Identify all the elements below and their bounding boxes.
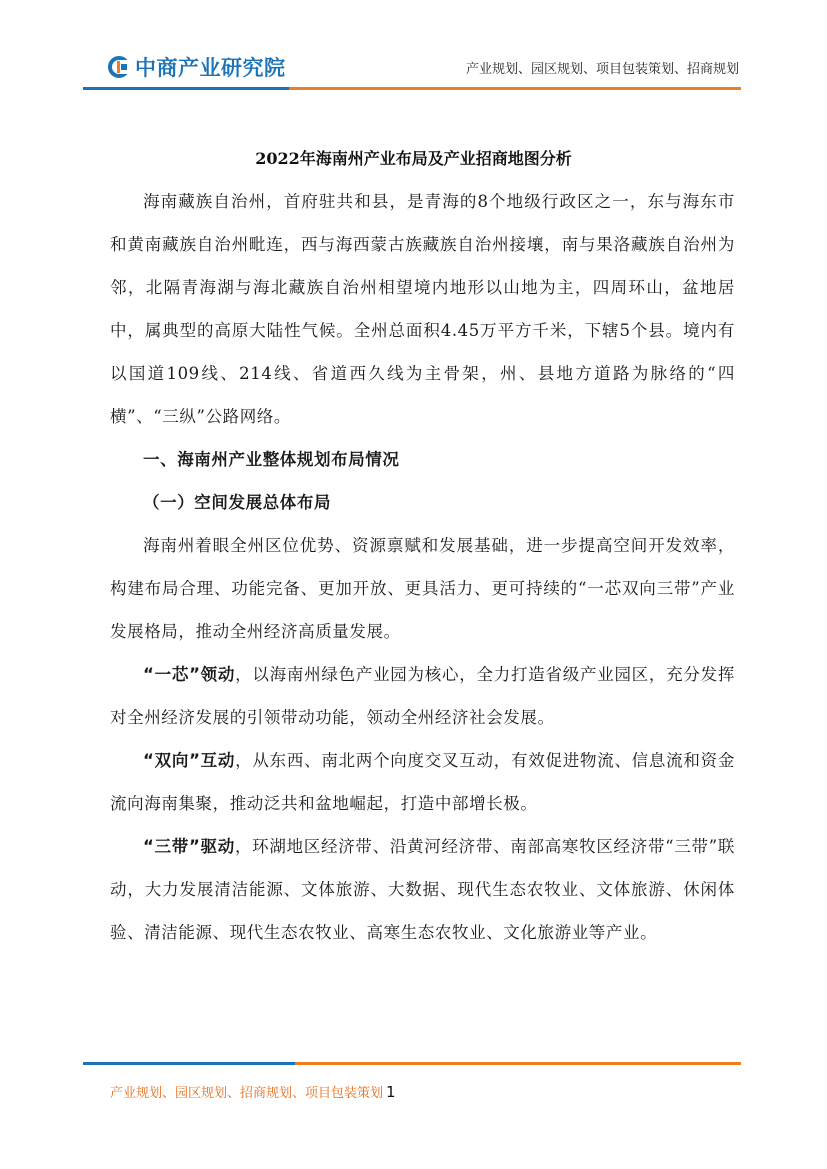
two-way-lead: “双向”互动 bbox=[143, 751, 236, 770]
core-lead: “一芯”领动 bbox=[143, 665, 236, 684]
document-title: 2022年海南州产业布局及产业招商地图分析 bbox=[255, 149, 572, 168]
header-tagline: 产业规划、园区规划、项目包装策划、招商规划 bbox=[465, 62, 739, 77]
three-belts-paragraph bbox=[110, 825, 735, 954]
page-number: 1 bbox=[386, 1083, 396, 1101]
page-header bbox=[0, 0, 827, 100]
logo-text: 中商产业研究院 bbox=[135, 56, 286, 80]
two-way-paragraph bbox=[110, 739, 735, 825]
footer-rule-orange bbox=[295, 1062, 741, 1065]
section-heading: 一、海南州产业整体规划布局情况 bbox=[143, 450, 400, 469]
intro-paragraph: 海南藏族自治州，首府驻共和县，是青海的8个地级行政区之一，东与海东市和黄南藏族自治州毗连，西与海西蒙古族藏族自治州接壤，南与果洛藏族自治州为邻，北隔青海湖与海北藏族自治州相望境内地形以山地为主，四周环山，盆地居中，属典型的高原大陆性气候。全州总面积4.45万平方千米，下辖5个县。境内有以国道109线、214线、省道西久线为主骨架，州、县地方道路为脉络的“四横”、“三纵”公路网络。 bbox=[110, 192, 735, 426]
header-rule-orange bbox=[289, 87, 741, 90]
three-belts-lead: “三带”驱动 bbox=[143, 837, 235, 856]
two-way-text: ，从东西、南北两个向度交叉互动，有效促进物流、信息流和资金流向海南集聚，推动泛共和盆地崛起，打造中部增长极。 bbox=[110, 751, 735, 813]
company-logo bbox=[107, 52, 286, 82]
logo-icon bbox=[107, 55, 131, 79]
core-paragraph bbox=[110, 653, 735, 739]
document-body bbox=[110, 180, 735, 954]
footer-tagline: 产业规划、园区规划、招商规划、项目包装策划 bbox=[110, 1086, 384, 1101]
three-belts-text: ，环湖地区经济带、沿黄河经济带、南部高寒牧区经济带“三带”联动，大力发展清洁能源、文体旅游、大数据、现代生态农牧业、文体旅游、休闲体验、清洁能源、现代生态农牧业、高寒生态农牧业、文化旅游业等产业。 bbox=[110, 837, 735, 942]
page-footer bbox=[110, 1082, 396, 1101]
header-rule-blue bbox=[83, 87, 289, 90]
subsection-heading: （一）空间发展总体布局 bbox=[143, 493, 332, 512]
footer-rule-blue bbox=[83, 1062, 295, 1065]
core-text: ，以海南州绿色产业园为核心，全力打造省级产业园区，充分发挥对全州经济发展的引领带动功能，领动全州经济社会发展。 bbox=[110, 665, 735, 727]
layout-paragraph: 海南州着眼全州区位优势、资源禀赋和发展基础，进一步提高空间开发效率，构建布局合理、功能完备、更加开放、更具活力、更可持续的“一芯双向三带”产业发展格局，推动全州经济高质量发展。 bbox=[110, 536, 735, 641]
